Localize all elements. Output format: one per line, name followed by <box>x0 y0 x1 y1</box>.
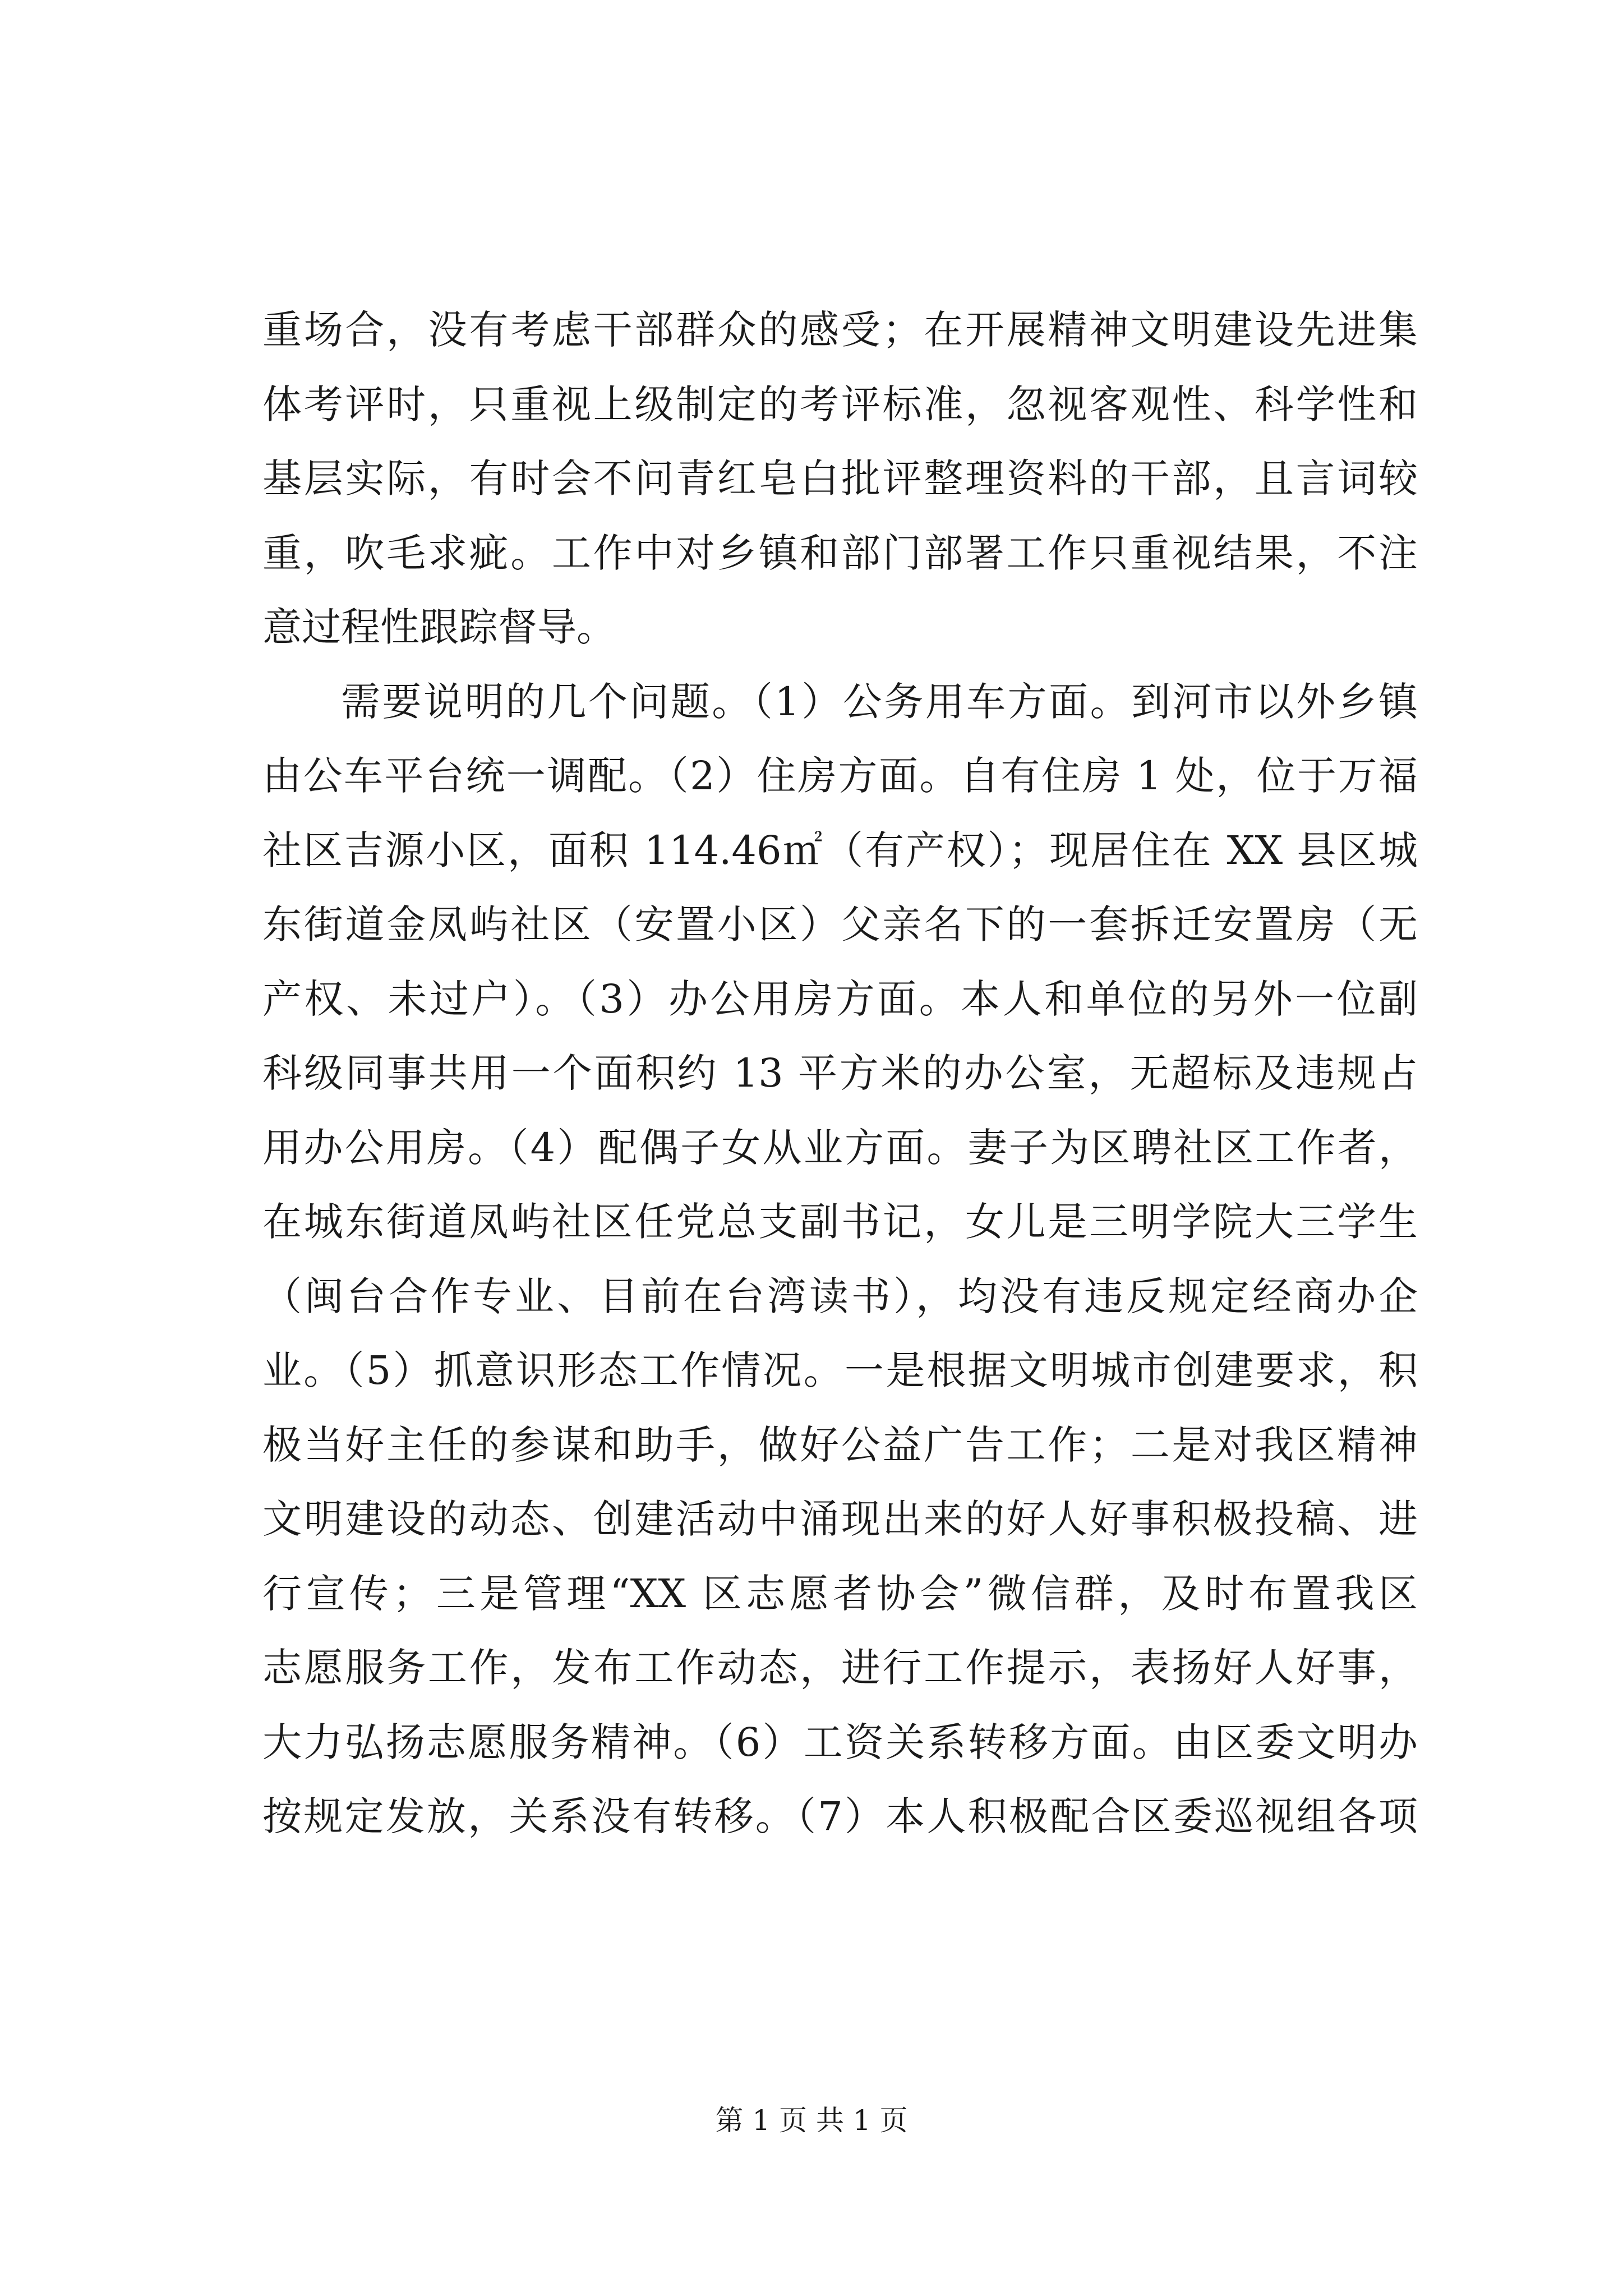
text-line: 按规定发放，关系没有转移。（7）本人积极配合区委巡视组各项 <box>262 1793 1418 1839</box>
page-footer <box>0 2102 1623 2138</box>
paragraph-1 <box>262 293 1418 665</box>
text-line: 志愿服务工作，发布工作动态，进行工作提示，表扬好人好事， <box>262 1645 1418 1691</box>
text-line: 产权、未过户）。（3）办公用房方面。本人和单位的另外一位副 <box>262 976 1418 1022</box>
text-line: 文明建设的动态、创建活动中涌现出来的好人好事积极投稿、进 <box>262 1496 1418 1542</box>
page-number-label: 第 1 页 共 1 页 <box>715 2104 908 2137</box>
text-line: 意过程性跟踪督导。 <box>262 604 616 650</box>
paragraph-2 <box>262 665 1418 1854</box>
text-line: 重，吹毛求疵。工作中对乡镇和部门部署工作只重视结果，不注 <box>262 530 1418 576</box>
text-line: 用办公用房。（4）配偶子女从业方面。妻子为区聘社区工作者， <box>262 1124 1418 1171</box>
text-line: 业。（5）抓意识形态工作情况。一是根据文明城市创建要求，积 <box>262 1347 1418 1393</box>
text-line: 行宣传；三是管理“XX 区志愿者协会”微信群，及时布置我区 <box>262 1570 1418 1617</box>
document-body <box>262 293 1418 1854</box>
text-line: 体考评时，只重视上级制定的考评标准，忽视客观性、科学性和 <box>262 381 1418 427</box>
text-line: 需要说明的几个问题。（1）公务用车方面。到河市以外乡镇 <box>341 678 1418 725</box>
text-line: 东街道金凤屿社区（安置小区）父亲名下的一套拆迁安置房（无 <box>262 901 1418 947</box>
text-line: 大力弘扬志愿服务精神。（6）工资关系转移方面。由区委文明办 <box>262 1719 1418 1765</box>
text-line: 在城东街道凤屿社区任党总支副书记，女儿是三明学院大三学生 <box>262 1199 1418 1245</box>
text-line: 社区吉源小区，面积 114.46㎡（有产权）；现居住在 XX 县区城 <box>262 827 1418 873</box>
text-line: 科级同事共用一个面积约 13 平方米的办公室，无超标及违规占 <box>262 1050 1418 1096</box>
text-line: （闽台合作专业、目前在台湾读书），均没有违反规定经商办企 <box>262 1273 1418 1319</box>
text-line: 由公车平台统一调配。（2）住房方面。自有住房 1 处，位于万福 <box>262 753 1418 799</box>
text-line: 重场合，没有考虑干部群众的感受；在开展精神文明建设先进集 <box>262 307 1418 353</box>
text-line: 极当好主任的参谋和助手，做好公益广告工作；二是对我区精神 <box>262 1421 1418 1468</box>
text-line: 基层实际，有时会不问青红皂白批评整理资料的干部，且言词较 <box>262 455 1418 501</box>
